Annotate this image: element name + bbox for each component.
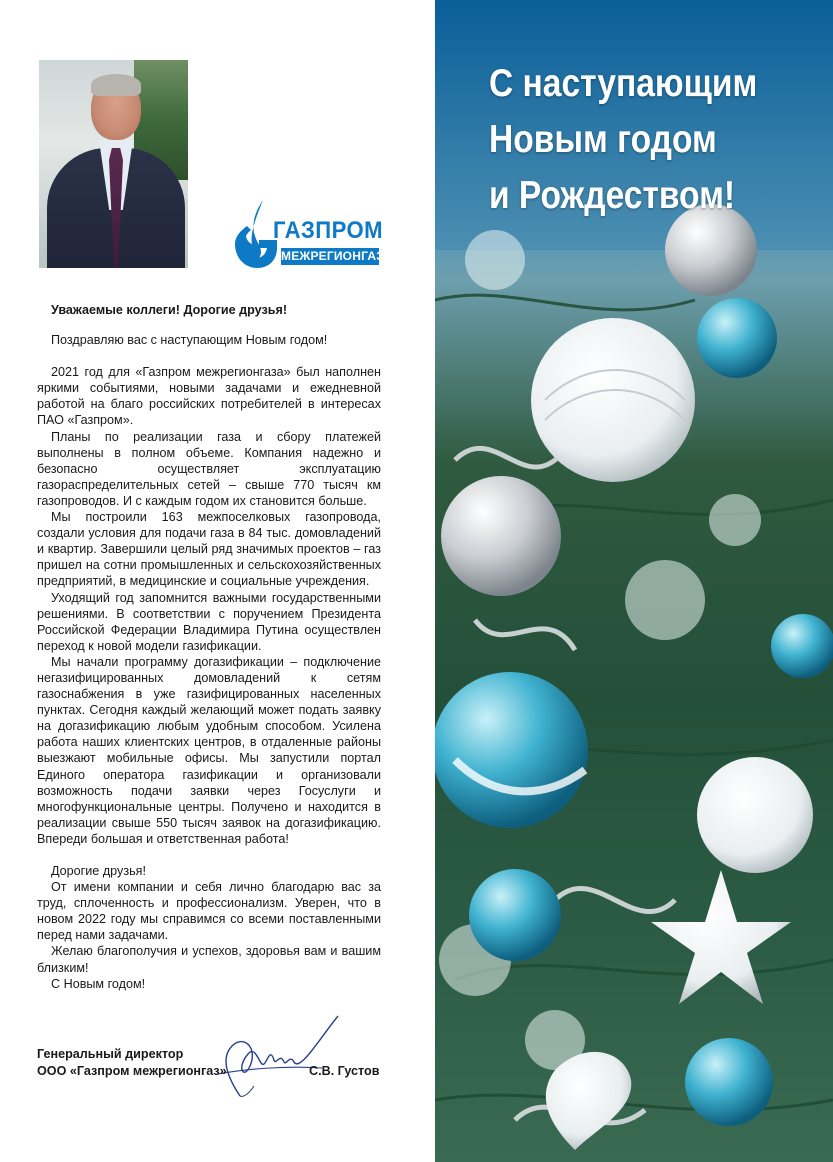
headline-line: С наступающим xyxy=(489,62,758,105)
letter-paragraph: Уходящий год запомнится важными государственными решениями. В соответствии с поручением Президента Российской Федерации Владимира Путина осуществлен переход к новой модели газификации. xyxy=(37,590,381,653)
letter-paragraph: С Новым годом! xyxy=(51,976,146,991)
signer-company: ООО «Газпром межрегионгаз» xyxy=(37,1064,227,1078)
logo-subtitle: МЕЖРЕГИОНГАЗ xyxy=(281,249,384,263)
letter-paragraph: Мы начали программу догазификации – подключение негазифицированных домовладений к сетям газоснабжения в уже газифицированных населенных пунктах. Сегодня каждый желающий может подать заявку на догазификацию любым удобным способом. Усилена работа наших клиентских центров, в отдаленные районы выезжают мобильные офисы. Мы запустили портал Единого оператора газификации и организовали возможность подачи заявки через Госуслуги и многофункциональные центры. Получено и находится в реализации свыше 550 тысяч заявок на догазификацию. Впереди большая и ответственная работа! xyxy=(37,654,381,846)
letter-paragraph: 2021 год для «Газпром межрегионгаза» был наполнен яркими событиями, новыми задачами и ежедневной работой на благо российских потребителей в интересах ПАО «Газпром». xyxy=(37,365,381,428)
logo-brand: ГАЗПРОМ xyxy=(273,217,383,244)
letter-body xyxy=(37,302,381,992)
letter-paragraph: Поздравляю вас с наступающим Новым годом! xyxy=(51,333,328,348)
gazprom-logo xyxy=(233,196,383,272)
signer-name: С.В. Густов xyxy=(309,1064,380,1078)
letter-paragraph: От имени компании и себя лично благодарю вас за труд, сплоченность и профессионализм. Уверен, что в новом 2022 году мы справимся со всеми поставленными перед нами задачами. xyxy=(37,880,381,943)
holiday-panel xyxy=(435,0,833,1162)
director-portrait xyxy=(39,60,188,268)
letter-paragraph: Желаю благополучия и успехов, здоровья вам и вашим близким! xyxy=(37,944,381,975)
handwritten-signature xyxy=(210,1008,345,1103)
letter-greeting: Уважаемые коллеги! Дорогие друзья! xyxy=(51,303,288,317)
headline-line: и Рождеством! xyxy=(489,174,736,217)
headline-line: Новым годом xyxy=(489,118,717,161)
letter-paragraph: Планы по реализации газа и сбору платежей выполнены в полном объеме. Компания надежно и безопасно осуществляет эксплуатацию газораспределительных сетей – свыше 770 тысяч км газопроводов. И с каждым годом их становится больше. xyxy=(37,429,381,508)
letter-paragraph: Дорогие друзья! xyxy=(51,864,146,878)
letter-paragraph: Мы построили 163 межпоселковых газопровода, создали условия для подачи газа в 84 тыс. домовладений и квартир. Завершили целый ряд значимых проектов – газ пришел на сотни промышленных и сельскохозяйственных предприятий, в медицинские и социальные учреждения. xyxy=(37,510,381,589)
signer-role: Генеральный директор xyxy=(37,1047,184,1061)
holiday-headline xyxy=(489,56,757,224)
